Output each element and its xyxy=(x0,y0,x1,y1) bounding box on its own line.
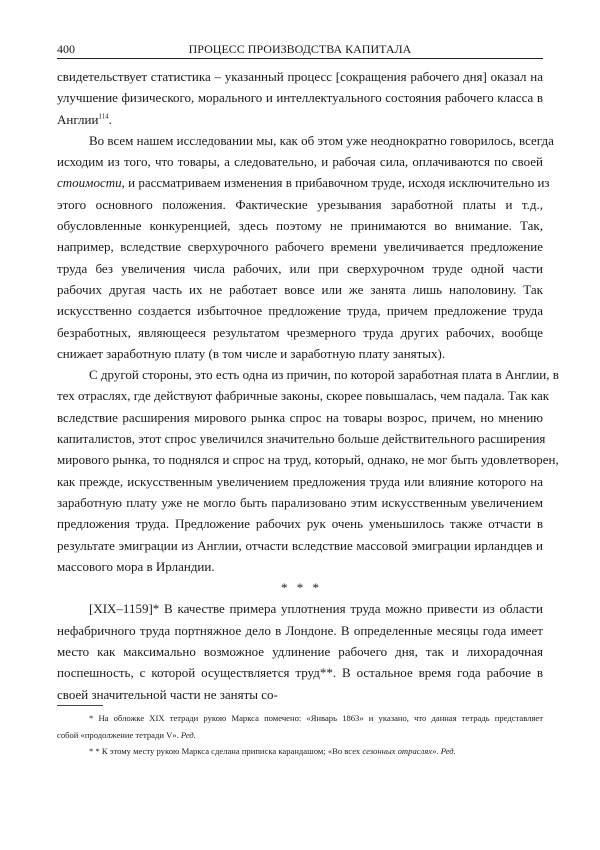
text-span: Англии xyxy=(57,111,99,127)
section-separator: * * * xyxy=(281,580,319,596)
paragraph-4 xyxy=(57,598,543,704)
text-line: искусственно создается избыточное предложение труда, причем предложение труда xyxy=(57,303,543,319)
editor-mark: Ред. xyxy=(440,746,456,756)
text-line: свидетельствует статистика – указанный процесс [сокращения рабочего дня] оказал на xyxy=(57,69,543,84)
text-line: рабочих другая часть их не работает вовсе или же занята лишь наполовину. Так xyxy=(57,281,543,297)
text-line: поспешность, с которой осуществляется труд**. В остальное время года рабочие в xyxy=(57,665,543,681)
text-line: улучшение физического, морального и интеллектуального состояния рабочего класса в xyxy=(57,90,543,106)
footnote-1-line: * На обложке XIX тетради рукою Маркса помечено: «Январь 1863» и указано, что данная тетрадь представляет xyxy=(89,713,543,723)
text-line: заработную плату уже не могло быть парализовано этим искусственным увеличением xyxy=(57,494,543,510)
editor-mark: Ред. xyxy=(180,729,196,740)
text-line: [XIX–1159]* В качестве примера уплотнения труда можно привести из области xyxy=(89,601,543,617)
text-line: нефабричного труда портняжное дело в Лондоне. В определенные месяцы года имеет xyxy=(57,622,543,638)
text-line: обусловленные конкуренцией, здесь поэтому не принимаются во внимание. Так, xyxy=(57,218,543,234)
text-span: собой «продолжение тетради V». xyxy=(57,729,181,740)
paragraph-2 xyxy=(57,130,554,364)
text-line: своей значительной части не заняты со- xyxy=(57,686,278,702)
italic-term: стоимости xyxy=(57,175,122,191)
paragraph-3 xyxy=(57,364,559,577)
body-text xyxy=(57,66,559,705)
text-line: например, вследствие сверхурочного рабочего времени увеличивается предложение xyxy=(57,239,543,255)
page-number: 400 xyxy=(57,42,75,56)
text-line: этого основного положения. Фактические урезывания заработной платы и т.д., xyxy=(57,196,543,212)
running-header xyxy=(57,40,543,59)
text-line: результате эмиграции из Англии, отчасти вследствие массовой эмиграции ирландцев и xyxy=(57,537,543,553)
text-line: снижает заработную плату (в том числе и заработную плату занятых). xyxy=(57,345,446,361)
text-span: ». xyxy=(432,746,441,756)
footnote-divider xyxy=(57,705,103,706)
text-line: предложения труда. Предложение рабочих рук очень уменьшилось также отчасти в xyxy=(57,516,543,532)
text-line: труда без увеличения числа рабочих, или при сверхурочном труде одной части xyxy=(57,260,543,276)
paragraph-1 xyxy=(57,66,543,130)
text-line: вследствие расширения мирового рынка спрос на товары возрос, причем, но мнению xyxy=(57,409,543,425)
text-line: С другой стороны, это есть одна из причин, по которой заработная плата в Англии, в xyxy=(89,367,559,383)
text-line: тех отраслях, где действуют фабричные законы, скорее повышалась, чем падала. Так как xyxy=(57,388,550,404)
text-line: капиталистов, этот спрос увеличился значительно больше действительного расширения xyxy=(57,431,546,447)
text-span: * * К этому месту рукою Маркса сделана приписка карандашом; «Во всех xyxy=(89,746,363,756)
text-line xyxy=(57,172,550,193)
text-line: место как максимально возможное удлинение рабочего дня, так и лихорадочная xyxy=(57,644,543,660)
text-line: исходим из того, что товары, а следовательно, и рабочая сила, оплачиваются по своей xyxy=(57,154,543,170)
text-line: Во всем нашем исследовании мы, как об этом уже неоднократно говорилось, всегда xyxy=(89,132,554,148)
text-span: , и рассматриваем изменения в прибавочном труде, исходя исключительно из xyxy=(121,175,550,191)
footnote-ref: 114 xyxy=(98,112,109,121)
text-line: массового мора в Ирландии. xyxy=(57,558,215,574)
text-line: мирового рынка, то поднялся и спрос на труд, который, однако, не мог быть удовлетворен, xyxy=(57,452,559,468)
text-line: как прежде, искусственным увеличением предложения труда или влияние которого на xyxy=(57,473,543,489)
footnotes xyxy=(57,710,543,760)
italic-term: сезонных отраслях xyxy=(362,746,433,756)
footnote-2 xyxy=(57,743,543,760)
running-title: ПРОЦЕСС ПРОИЗВОДСТВА КАПИТАЛА xyxy=(188,42,412,56)
text-line: безработных, являющееся результатом чрезмерного труда других рабочих, вообще xyxy=(57,324,543,340)
text-line: Англии$^{114}$. xyxy=(57,111,112,127)
footnote-1-line xyxy=(57,727,543,744)
